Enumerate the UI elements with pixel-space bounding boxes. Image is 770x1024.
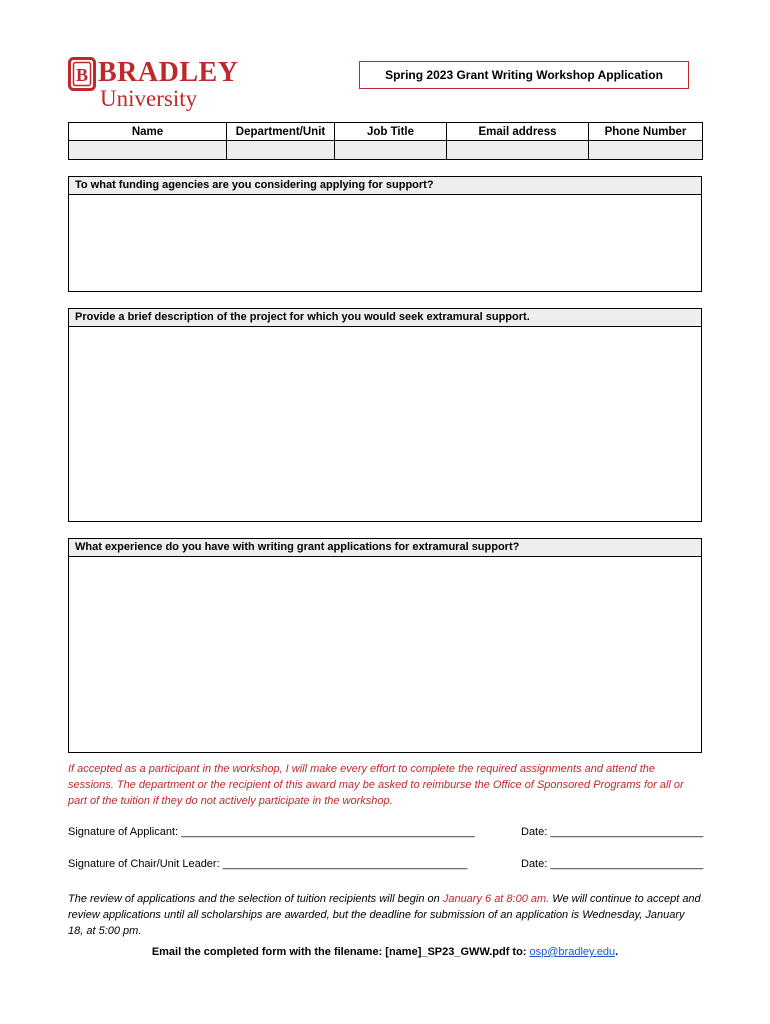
question-label: What experience do you have with writing grant applications for extramural support? [69, 539, 701, 557]
applicant-date-line[interactable]: Date: _________________________ [521, 826, 704, 838]
review-text-start: The review of applications and the selection of tuition recipients will begin on [68, 893, 443, 905]
name-field[interactable] [69, 141, 227, 160]
table-header-row [69, 123, 703, 141]
funding-agencies-answer-field[interactable] [69, 195, 701, 292]
job-title-field[interactable] [335, 141, 447, 160]
logo-text-bradley: BRADLEY [98, 57, 239, 88]
chair-date-line[interactable]: Date: _________________________ [521, 858, 704, 870]
bradley-logo [68, 57, 248, 115]
column-header-phone: Phone Number [589, 123, 703, 141]
question-project-description [68, 308, 702, 522]
form-title: Spring 2023 Grant Writing Workshop Application [359, 61, 689, 89]
phone-field[interactable] [589, 141, 703, 160]
grant-experience-answer-field[interactable] [69, 557, 701, 753]
email-field[interactable] [447, 141, 589, 160]
department-field[interactable] [227, 141, 335, 160]
question-label: To what funding agencies are you considering applying for support? [69, 177, 701, 195]
bradley-shield-icon [68, 57, 96, 91]
submission-instructions [0, 946, 770, 958]
commitment-note: If accepted as a participant in the workshop, I will make every effort to complete the required assignments and attend the sessions. The department or the recipient of this award may be asked to reimburse the Office of Sponsored Programs for all or part of the tuition if they do not actively participate in the workshop. [68, 763, 684, 807]
question-funding-agencies [68, 176, 702, 292]
column-header-job-title: Job Title [335, 123, 447, 141]
question-label: Provide a brief description of the project for which you would seek extramural support. [69, 309, 701, 327]
chair-signature-line[interactable]: Signature of Chair/Unit Leader: ________________________________________ [68, 858, 468, 870]
submission-email-link[interactable]: osp@bradley.edu [529, 946, 616, 958]
review-text-end: We will continue to accept and review applications until all scholarships are awarded, but the deadline for submission of an application is Wednesday, January 18, at 5:00 pm. [68, 893, 701, 937]
logo-text-university: University [100, 86, 198, 111]
logo-mark: B [75, 65, 89, 85]
table-input-row [69, 141, 703, 160]
project-description-answer-field[interactable] [69, 327, 701, 522]
column-header-department: Department/Unit [227, 123, 335, 141]
review-start-date: January 6 at 8:00 am. [442, 893, 550, 905]
applicant-signature-line[interactable]: Signature of Applicant: ________________________________________________ [68, 826, 475, 838]
applicant-info-table [68, 122, 703, 160]
column-header-email: Email address [447, 123, 589, 141]
question-grant-experience [68, 538, 702, 753]
submission-text: Email the completed form with the filename: [name]_SP23_GWW.pdf to: [151, 946, 530, 958]
review-timeline-note [68, 891, 702, 939]
submission-end: . [615, 946, 619, 958]
column-header-name: Name [69, 123, 227, 141]
